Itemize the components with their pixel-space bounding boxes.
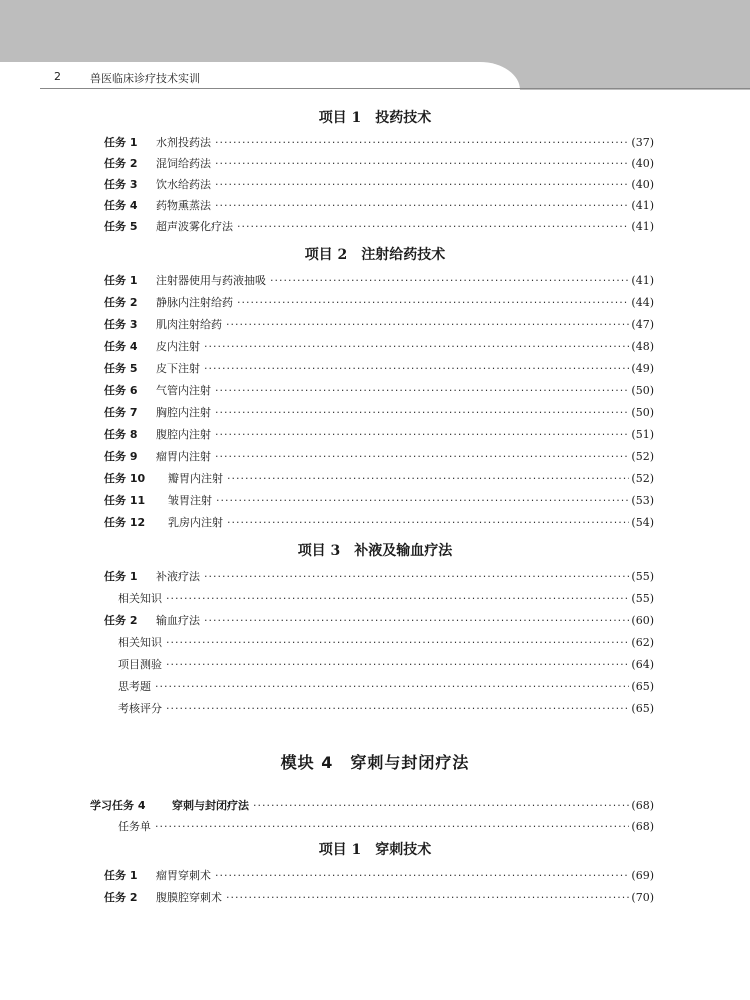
toc-entry[interactable] <box>104 360 654 378</box>
toc-entry[interactable] <box>104 197 654 215</box>
toc-entry[interactable] <box>104 272 654 290</box>
toc-entry[interactable] <box>118 590 654 608</box>
dot-leader <box>204 338 629 356</box>
task-number: 任务 3 <box>104 178 138 191</box>
dot-leader <box>270 272 629 290</box>
page-ref: (69) <box>631 869 654 882</box>
toc-entry[interactable] <box>118 634 654 652</box>
toc-entry[interactable] <box>104 492 654 510</box>
section-heading: 项目 3 补液及输血疗法 <box>297 543 453 559</box>
task-number: 任务 4 <box>104 340 138 353</box>
task-number: 任务 1 <box>104 274 138 287</box>
header-rule <box>40 88 750 89</box>
task-number: 任务 2 <box>104 891 138 904</box>
dot-leader <box>215 404 629 422</box>
task-title: 瘤胃内注射 <box>156 450 211 463</box>
page-ref: (50) <box>631 384 654 397</box>
task-number: 任务 7 <box>104 406 138 419</box>
dot-leader <box>204 568 629 586</box>
page-ref: (65) <box>631 680 654 693</box>
page-ref: (53) <box>631 494 654 507</box>
task-title: 气管内注射 <box>156 384 211 397</box>
toc-entry[interactable] <box>104 338 654 356</box>
page-ref: (47) <box>631 318 654 331</box>
dot-leader <box>166 700 629 718</box>
running-title: 兽医临床诊疗技术实训 <box>90 72 200 85</box>
section-heading: 项目 2 注射给药技术 <box>304 247 446 263</box>
dot-leader <box>215 176 629 194</box>
dot-leader <box>166 656 629 674</box>
page-ref: (50) <box>631 406 654 419</box>
task-number: 任务 1 <box>104 136 138 149</box>
task-title: 输血疗法 <box>156 614 200 627</box>
toc-entry[interactable] <box>118 678 654 696</box>
toc-entry[interactable] <box>104 426 654 444</box>
task-number: 任务 5 <box>104 220 138 233</box>
task-title: 补液疗法 <box>156 570 200 583</box>
entry-title: 思考题 <box>118 680 151 693</box>
dot-leader <box>215 382 629 400</box>
dot-leader <box>204 612 629 630</box>
dot-leader <box>155 818 629 836</box>
section-heading: 项目 1 穿刺技术 <box>318 842 432 858</box>
toc-entry[interactable] <box>104 568 654 586</box>
toc-entry[interactable] <box>104 404 654 422</box>
toc-entry[interactable] <box>104 889 654 907</box>
dot-leader <box>215 134 629 152</box>
dot-leader <box>215 426 629 444</box>
task-title: 混饲给药法 <box>156 157 211 170</box>
section-heading: 项目 1 投药技术 <box>318 110 432 126</box>
task-title: 皮下注射 <box>156 362 200 375</box>
page-ref: (52) <box>631 450 654 463</box>
dot-leader <box>215 197 629 215</box>
dot-leader <box>237 218 629 236</box>
dot-leader <box>227 470 629 488</box>
task-title: 皮内注射 <box>156 340 200 353</box>
task-number: 任务 1 <box>104 869 138 882</box>
page-ref: (55) <box>631 570 654 583</box>
page-ref: (41) <box>631 199 654 212</box>
toc-entry[interactable] <box>104 155 654 173</box>
task-title: 注射器使用与药液抽吸 <box>156 274 266 287</box>
page-ref: (60) <box>631 614 654 627</box>
page-ref: (44) <box>631 296 654 309</box>
task-title: 胸腔内注射 <box>156 406 211 419</box>
task-number: 任务 12 <box>104 516 146 529</box>
task-title: 饮水给药法 <box>156 178 211 191</box>
dot-leader <box>237 294 629 312</box>
toc-entry[interactable] <box>104 382 654 400</box>
toc-entry[interactable] <box>104 294 654 312</box>
dot-leader <box>166 634 629 652</box>
page-ref: (41) <box>631 274 654 287</box>
header-tab <box>0 62 520 90</box>
task-title: 瓣胃内注射 <box>168 472 223 485</box>
page-ref: (70) <box>631 891 654 904</box>
page-number: 2 <box>54 70 61 83</box>
page-ref: (51) <box>631 428 654 441</box>
page-ref: (48) <box>631 340 654 353</box>
entry-title: 相关知识 <box>118 592 162 605</box>
toc-entry-learning-task[interactable] <box>90 797 654 815</box>
page-ref: (49) <box>631 362 654 375</box>
task-title: 静脉内注射给药 <box>156 296 233 309</box>
dot-leader <box>226 316 629 334</box>
page-ref: (68) <box>631 799 654 812</box>
toc-entry[interactable] <box>104 176 654 194</box>
task-title: 超声波雾化疗法 <box>156 220 233 233</box>
task-number: 任务 2 <box>104 296 138 309</box>
page-ref: (40) <box>631 178 654 191</box>
task-number: 任务 6 <box>104 384 138 397</box>
page-ref: (37) <box>631 136 654 149</box>
toc-entry[interactable] <box>104 514 654 532</box>
task-title: 肌肉注射给药 <box>156 318 222 331</box>
task-number: 任务 5 <box>104 362 138 375</box>
dot-leader <box>253 797 629 815</box>
task-number: 任务 10 <box>104 472 146 485</box>
dot-leader <box>215 867 629 885</box>
task-number: 任务 1 <box>104 570 138 583</box>
task-number: 任务 3 <box>104 318 138 331</box>
entry-title: 项目测验 <box>118 658 162 671</box>
dot-leader <box>155 678 629 696</box>
dot-leader <box>166 590 629 608</box>
page-ref: (62) <box>631 636 654 649</box>
page-ref: (54) <box>631 516 654 529</box>
page-ref: (55) <box>631 592 654 605</box>
task-title: 水剂投药法 <box>156 136 211 149</box>
page-ref: (41) <box>631 220 654 233</box>
task-title: 腹膜腔穿刺术 <box>156 891 222 904</box>
task-number: 任务 8 <box>104 428 138 441</box>
page-ref: (68) <box>631 820 654 833</box>
dot-leader <box>204 360 629 378</box>
learning-task-title: 穿刺与封闭疗法 <box>172 799 249 812</box>
task-title: 腹腔内注射 <box>156 428 211 441</box>
task-title: 药物熏蒸法 <box>156 199 211 212</box>
toc-entry[interactable] <box>118 818 654 836</box>
toc-entry[interactable] <box>104 612 654 630</box>
toc-entry[interactable] <box>104 218 654 236</box>
dot-leader <box>216 492 629 510</box>
task-number: 任务 11 <box>104 494 146 507</box>
learning-task-number: 学习任务 4 <box>90 799 146 812</box>
page-ref: (40) <box>631 157 654 170</box>
toc-entry[interactable] <box>104 470 654 488</box>
toc-entry[interactable] <box>104 867 654 885</box>
toc-entry[interactable] <box>118 700 654 718</box>
module-heading: 模块 4 穿刺与封闭疗法 <box>280 753 470 772</box>
toc-entry[interactable] <box>104 134 654 152</box>
entry-title: 任务单 <box>118 820 151 833</box>
task-number: 任务 2 <box>104 614 138 627</box>
toc-entry[interactable] <box>104 448 654 466</box>
toc-entry[interactable] <box>104 316 654 334</box>
task-title: 乳房内注射 <box>168 516 223 529</box>
entry-title: 相关知识 <box>118 636 162 649</box>
page-ref: (65) <box>631 702 654 715</box>
dot-leader <box>227 514 629 532</box>
dot-leader <box>215 448 629 466</box>
task-title: 瘤胃穿刺术 <box>156 869 211 882</box>
task-number: 任务 2 <box>104 157 138 170</box>
entry-title: 考核评分 <box>118 702 162 715</box>
page-ref: (52) <box>631 472 654 485</box>
task-title: 皱胃注射 <box>168 494 212 507</box>
toc-entry[interactable] <box>118 656 654 674</box>
task-number: 任务 4 <box>104 199 138 212</box>
dot-leader <box>215 155 629 173</box>
task-number: 任务 9 <box>104 450 138 463</box>
page-ref: (64) <box>631 658 654 671</box>
dot-leader <box>226 889 629 907</box>
